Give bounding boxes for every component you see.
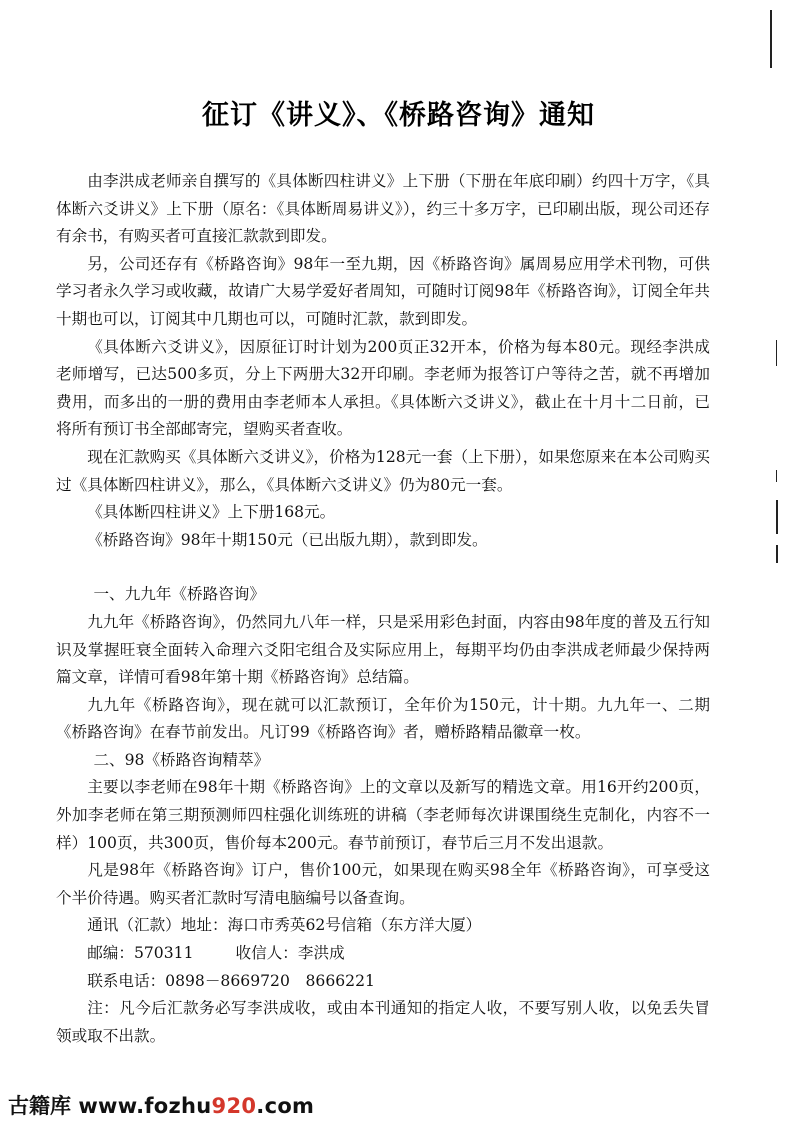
contact-postcode: 邮编：570311	[87, 944, 194, 963]
section-gap	[56, 554, 710, 581]
watermark-site: www.fozhu920.com	[78, 1094, 315, 1118]
paragraph-sizhu-price: 《具体断四柱讲义》上下册168元。	[87, 503, 336, 522]
scan-edge-mark	[776, 340, 777, 366]
paragraph-liuyao-info: 《具体断六爻讲义》，因原征订时计划为200页正32开本，价格为每本80元。现经李洪成老师增写，已达500多页，分上下两册大32开印刷。李老师为报答订户等待之苦，就不再增加费用，而多出的一册的费用由李老师本人承担。《具体断六爻讲义》，截止在十月十二日前，已将所有预订书全部邮寄完，望购买者查收。	[56, 337, 710, 439]
scan-edge-mark	[776, 500, 778, 534]
scan-edge-mark	[776, 545, 778, 563]
document-body	[56, 168, 710, 1050]
section2-heading: 二、98《桥路咨询精萃》	[93, 750, 270, 769]
watermark-footer	[8, 1090, 314, 1120]
contact-recipient: 收信人：李洪成	[235, 944, 345, 963]
contact-postcode-line	[56, 940, 710, 968]
section1-paragraph: 九九年《桥路咨询》，仍然同九八年一样，只是采用彩色封面，内容由98年度的普及五行知识及掌握旺衰全面转入命理六爻阳宅组合及实际应用上，每期平均仍由李洪成老师最少保持两篇文章，详情可看98年第十期《桥路咨询》总结篇。	[56, 612, 710, 687]
section1-paragraph: 九九年《桥路咨询》，现在就可以汇款预订，全年价为150元，计十期。九九年一、二期《桥路咨询》在春节前发出。凡订99《桥路咨询》者，赠桥路精品徽章一枚。	[56, 695, 710, 742]
paragraph-inventory: 另，公司还存有《桥路咨询》98年一至九期，因《桥路咨询》属周易应用学术刊物，可供学习者永久学习或收藏，故请广大易学爱好者周知，可随时订阅98年《桥路咨询》，订阅全年共十期也可以，订阅其中几期也可以，可随时汇款，款到即发。	[56, 254, 710, 328]
page-title: 征订《讲义》、《桥路咨询》通知	[202, 100, 595, 131]
paragraph-qiaolu-price: 《桥路咨询》98年十期150元（已出版九期），款到即发。	[87, 530, 488, 549]
watermark-label: 古籍库	[8, 1094, 71, 1118]
contact-note: 注：凡今后汇款务必写李洪成收，或由本刊通知的指定人收，不要写别人收，以免丢失冒领或取不出款。	[56, 999, 710, 1045]
contact-phone: 联系电话：0898－8669720 8666221	[87, 971, 375, 990]
scan-edge-mark	[770, 10, 772, 68]
contact-address: 通讯（汇款）地址：海口市秀英62号信箱（东方洋大厦）	[87, 916, 482, 935]
section2-paragraph: 凡是98年《桥路咨询》订户，售价100元，如果现在购买98全年《桥路咨询》，可享受这个半价待遇。购买者汇款时写清电脑编号以备查询。	[56, 861, 710, 907]
section2-paragraph: 主要以李老师在98年十期《桥路咨询》上的文章以及新写的精选文章。用16开约200页，外加李老师在第三期预测师四柱强化训练班的讲稿（李老师每次讲课围绕生克制化，内容不一样）100页，共300页，售价每本200元。春节前预订，春节后三月不发出退款。	[56, 778, 710, 852]
paragraph-liuyao-price: 现在汇款购买《具体断六爻讲义》，价格为128元一套（上下册），如果您原来在本公司购买过《具体断四柱讲义》，那么，《具体断六爻讲义》仍为80元一套。	[56, 447, 710, 494]
scan-edge-mark	[776, 470, 777, 482]
paragraph-intro: 由李洪成老师亲自撰写的《具体断四柱讲义》上下册（下册在年底印刷）约四十万字，《具体断六爻讲义》上下册（原名：《具体断周易讲义》），约三十多万字，已印刷出版，现公司还存有余书，有购买者可直接汇款款到即发。	[56, 172, 710, 246]
section1-heading: 一、九九年《桥路咨询》	[93, 585, 265, 604]
